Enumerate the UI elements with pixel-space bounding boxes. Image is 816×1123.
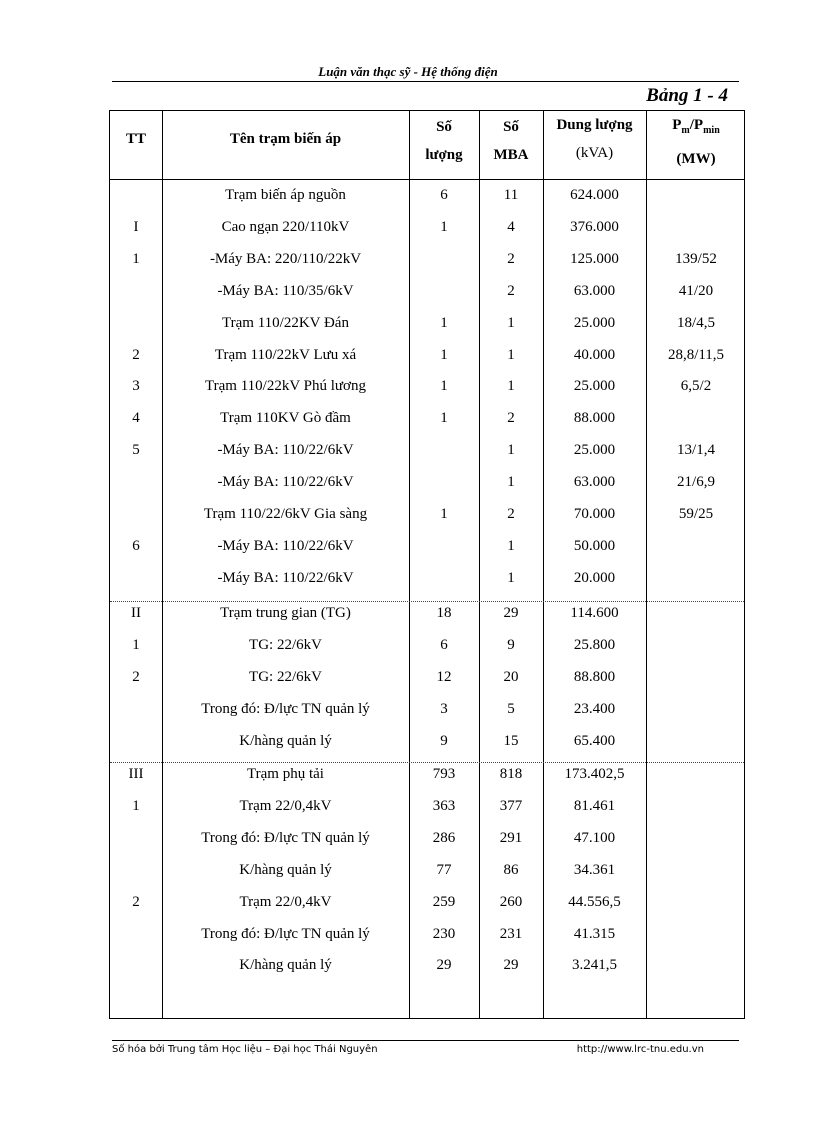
row-station-name: K/hàng quản lý [239,732,332,749]
row-tt: 1 [132,636,140,653]
row-quantity: 9 [440,732,448,749]
row-station-name: Trạm 110/22/6kV Gia sàng [203,506,368,522]
row-quantity [409,466,479,498]
row-transformer-count: 1 [507,537,515,554]
row-power [646,854,746,886]
row-transformer-count: 9 [507,636,515,653]
row-transformer-count: 5 [507,700,515,717]
row-capacity: 63.000 [573,282,616,299]
row-station-name: Trong đó: Đ/lực TN quản lý [201,829,370,846]
row-quantity: 6 [440,187,448,203]
table-row [110,562,744,594]
table-row [110,822,744,854]
row-power: 139/52 [675,250,717,267]
row-transformer-count: 29 [503,605,519,621]
row-capacity: 25.000 [573,442,616,459]
row-tt [110,179,162,211]
row-power [646,629,746,661]
row-transformer-count: 29 [503,957,519,974]
row-tt [110,466,162,498]
row-transformer-count: 2 [507,506,515,522]
row-station-name: TG: 22/6kV [249,668,322,685]
row-station-name: Trong đó: Đ/lực TN quản lý [201,925,370,942]
row-power: 41/20 [678,282,714,299]
row-tt [110,307,162,339]
row-power [646,179,746,211]
row-tt: I [133,218,139,235]
row-tt: II [131,605,141,621]
row-station-name: Trong đó: Đ/lực TN quản lý [201,700,370,717]
table-row [110,790,744,822]
row-capacity: 70.000 [573,506,616,522]
footer-source: Số hóa bởi Trung tâm Học liệu – Đại học Thái Nguyên [112,1044,378,1055]
row-quantity: 793 [432,766,456,782]
row-quantity [409,275,479,307]
row-quantity: 1 [440,506,448,522]
header-capacity-line1: Dung lượng [556,117,633,133]
row-transformer-count: 86 [503,861,519,878]
row-transformer-count: 1 [507,346,515,363]
header-transformer-count [479,113,543,169]
row-capacity: 624.000 [570,187,619,203]
row-transformer-count: 2 [507,282,515,299]
row-power [646,530,746,562]
row-station-name: -Máy BA: 110/22/6kV [217,442,354,459]
table-row [110,725,744,757]
row-capacity: 23.400 [573,700,616,717]
row-tt: 3 [132,378,140,395]
row-station-name: Trạm phụ tải [247,766,324,782]
row-capacity: 34.361 [573,861,616,878]
table-row [110,243,744,275]
header-station-name: Tên trạm biến áp [229,131,342,147]
row-transformer-count: 231 [499,925,523,942]
table-row [110,758,744,790]
row-capacity: 173.402,5 [564,766,625,782]
row-station-name: K/hàng quản lý [239,861,332,878]
table-row [110,370,744,402]
table-row [110,949,744,981]
row-station-name: Trạm trung gian (TG) [220,605,351,621]
row-tt [110,854,162,886]
table-row [110,498,744,530]
row-capacity: 47.100 [573,829,616,846]
row-capacity: 81.461 [573,797,616,814]
row-power [646,758,746,790]
row-power [646,402,746,434]
row-capacity: 25.000 [573,378,616,395]
row-transformer-count: 2 [507,250,515,267]
row-tt [110,498,162,530]
row-power [646,211,746,243]
row-capacity: 20.000 [573,569,616,586]
row-quantity: 3 [440,700,448,717]
row-capacity: 376.000 [570,218,619,235]
row-tt [110,275,162,307]
row-quantity [409,243,479,275]
header-mba-line2: MBA [493,147,529,163]
row-power [646,661,746,693]
table-row [110,466,744,498]
row-capacity: 65.400 [573,732,616,749]
row-transformer-count: 291 [499,829,523,846]
row-station-name: K/hàng quản lý [239,957,332,974]
row-capacity: 88.000 [573,410,616,427]
row-quantity: 1 [440,378,448,395]
row-capacity: 41.315 [573,925,616,942]
header-power-symbol: $P_m/P_{min}$ [672,117,720,136]
row-station-name: -Máy BA: 110/22/6kV [217,474,354,491]
row-transformer-count: 11 [503,187,519,203]
row-tt: 2 [132,893,140,910]
header-quantity-line2: lượng [425,147,463,163]
row-power: 6,5/2 [680,378,712,395]
row-tt [110,822,162,854]
header-quantity [409,113,479,169]
row-station-name: Trạm 110/22kV Lưu xá [214,346,357,363]
row-power: 18/4,5 [677,314,715,331]
row-quantity: 12 [436,668,452,685]
row-tt [110,562,162,594]
row-transformer-count: 1 [507,378,515,395]
row-power: 28,8/11,5 [667,346,725,363]
row-power [646,822,746,854]
row-capacity: 114.600 [570,605,619,621]
table-row [110,629,744,661]
table-row [110,179,744,211]
row-transformer-count: 20 [503,668,519,685]
row-quantity [409,434,479,466]
row-tt: 2 [132,346,140,363]
row-station-name: Trạm 110/22kV Phú lương [205,378,366,395]
row-station-name: -Máy BA: 220/110/22kV [209,250,362,267]
row-quantity: 1 [440,410,448,427]
row-quantity: 18 [436,605,452,621]
row-station-name: Trạm 110KV Gò đầm [220,410,351,427]
header-tt: TT [125,131,146,147]
row-station-name: TG: 22/6kV [249,636,322,653]
row-power [646,949,746,981]
row-tt: III [128,766,144,782]
row-power [646,597,746,629]
row-transformer-count: 1 [507,442,515,459]
row-tt: 6 [132,537,140,554]
table-row [110,402,744,434]
row-power [646,918,746,950]
row-power [646,562,746,594]
row-capacity: 25.800 [573,636,616,653]
table-row [110,275,744,307]
table-label: Bảng 1 - 4 [646,85,728,106]
row-quantity: 29 [436,957,452,974]
row-tt: 2 [132,668,140,685]
row-station-name: Trạm 22/0,4kV [239,893,332,910]
row-tt [110,918,162,950]
row-capacity: 40.000 [573,346,616,363]
header-divider [112,81,739,82]
row-capacity: 125.000 [570,250,619,267]
row-tt: 1 [132,797,140,814]
row-power: 59/25 [678,506,714,522]
row-tt [110,949,162,981]
header-power-unit: (MW) [676,151,716,167]
row-quantity: 286 [432,829,456,846]
table-row [110,693,744,725]
row-quantity: 1 [440,218,448,235]
table-row [110,854,744,886]
row-transformer-count: 1 [507,474,515,491]
row-quantity: 1 [440,314,448,331]
row-transformer-count: 1 [507,569,515,586]
row-quantity: 1 [440,346,448,363]
row-quantity: 6 [440,636,448,653]
table-row [110,307,744,339]
header-quantity-line1: Số [436,119,452,135]
row-transformer-count: 818 [499,766,523,782]
header-capacity-unit: (kVA) [575,145,614,161]
header-power [646,111,746,173]
row-quantity: 259 [432,893,456,910]
row-transformer-count: 377 [499,797,523,814]
table-row [110,211,744,243]
transformer-station-table [109,110,745,1019]
row-capacity: 44.556,5 [568,893,621,910]
row-tt: 4 [132,410,140,427]
row-quantity [409,530,479,562]
header-capacity [543,111,646,167]
row-quantity [409,562,479,594]
row-station-name: Cao ngạn 220/110kV [221,218,350,235]
row-power: 21/6,9 [677,474,715,491]
row-tt: 5 [132,442,140,459]
row-quantity: 77 [436,861,452,878]
row-transformer-count: 2 [507,410,515,427]
table-row [110,597,744,629]
row-station-name: Trạm 110/22KV Đán [222,314,349,331]
row-power [646,886,746,918]
document-header-title: Luận văn thạc sỹ - Hệ thống điện [318,64,498,79]
row-transformer-count: 15 [503,732,519,749]
row-transformer-count: 1 [507,314,515,331]
row-station-name: -Máy BA: 110/22/6kV [217,569,354,586]
row-station-name: Trạm 22/0,4kV [239,797,332,814]
row-station-name: -Máy BA: 110/35/6kV [217,282,354,299]
footer-divider [112,1040,739,1041]
row-power [646,790,746,822]
row-power [646,725,746,757]
table-row [110,918,744,950]
row-power: 13/1,4 [677,442,715,459]
row-power [646,693,746,725]
row-transformer-count: 260 [499,893,523,910]
row-station-name: Trạm biến áp nguồn [225,187,346,203]
table-row [110,886,744,918]
footer-url[interactable]: http://www.lrc-tnu.edu.vn [576,1044,704,1055]
row-transformer-count: 4 [507,218,515,235]
row-capacity: 63.000 [573,474,616,491]
table-row [110,434,744,466]
row-capacity: 3.241,5 [572,957,617,974]
row-capacity: 88.800 [573,668,616,685]
table-row [110,339,744,371]
row-tt: 1 [132,250,140,267]
row-capacity: 50.000 [573,537,616,554]
row-capacity: 25.000 [573,314,616,331]
row-tt [110,725,162,757]
header-mba-line1: Số [503,119,519,135]
table-row [110,530,744,562]
row-quantity: 230 [432,925,456,942]
table-row [110,661,744,693]
row-tt [110,693,162,725]
row-station-name: -Máy BA: 110/22/6kV [217,537,354,554]
row-quantity: 363 [432,797,456,814]
